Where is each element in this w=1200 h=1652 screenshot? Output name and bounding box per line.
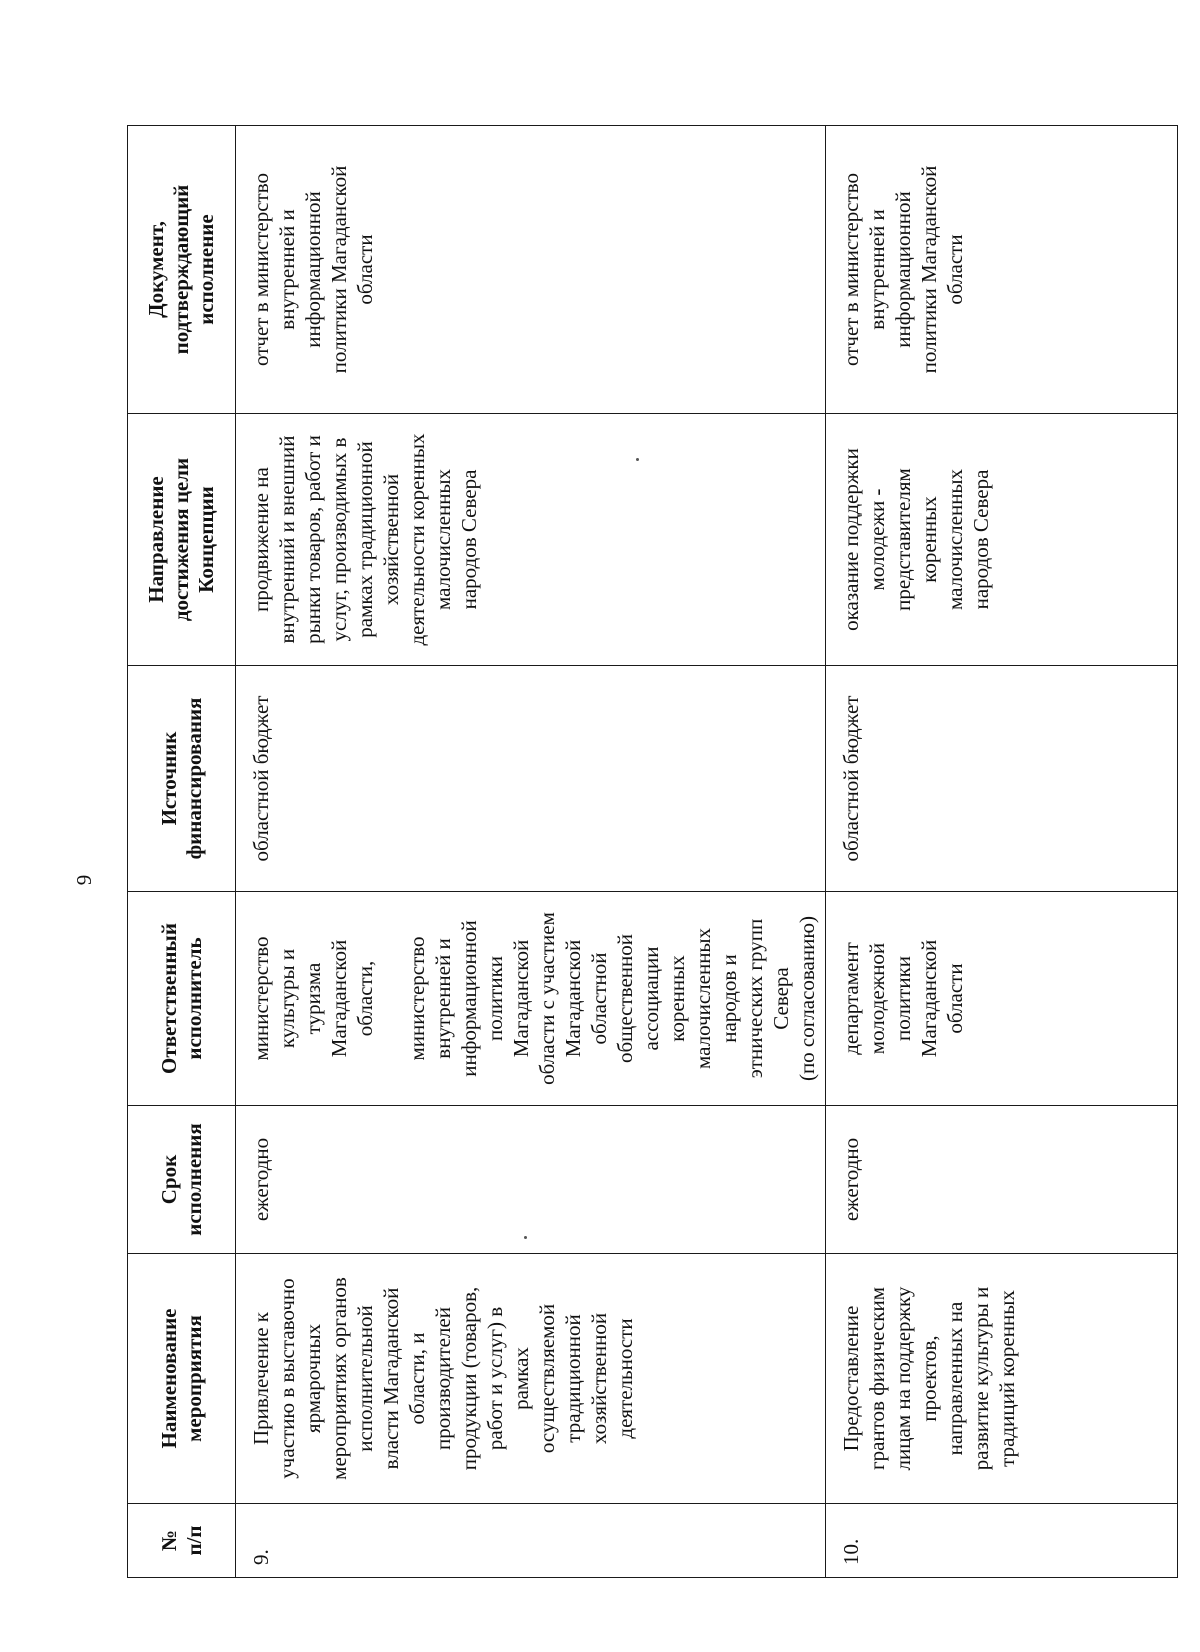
header-source: Источник финансирования	[128, 666, 236, 892]
row-term: ежегодно	[236, 1106, 826, 1254]
row-source: областной бюджет	[826, 666, 1178, 892]
header-executor: Ответственный исполнитель	[128, 892, 236, 1106]
header-direction: Направление достижения цели Концепции	[128, 414, 236, 666]
table-row	[236, 126, 826, 1578]
row-source: областной бюджет	[236, 666, 826, 892]
measures-table	[127, 125, 1178, 1578]
header-term: Срок исполнения	[128, 1106, 236, 1254]
row-executor: министерство культуры и туризма Магаданской области, министерство внутренней и информационной политики Магаданской области с участием Магаданской областной общественной ассоциации коренных малочисленных народов и этнических групп Севера (по согласованию)	[236, 892, 826, 1106]
header-name: Наименование мероприятия	[128, 1254, 236, 1504]
table-header-row	[128, 126, 236, 1578]
header-num: № п/п	[128, 1504, 236, 1578]
header-document: Документ, подтверждающий исполнение	[128, 126, 236, 414]
row-term: ежегодно	[826, 1106, 1178, 1254]
row-executor: департамент молодежной политики Магаданской области	[826, 892, 1178, 1106]
page-number: 9	[72, 874, 96, 886]
row-num: 9.	[236, 1504, 826, 1578]
row-name: Привлечение к участию в выставочно ярмарочных мероприятиях органов исполнительной власти Магаданской области, и производителей продукции (товаров, работ и услуг) в рамках осуществляемой традиционной хозяйственной деятельности	[236, 1254, 826, 1504]
row-num: 10.	[826, 1504, 1178, 1578]
table-row	[826, 126, 1178, 1578]
row-document: отчет в министерство внутренней и информационной политики Магаданской области	[826, 126, 1178, 414]
rotated-table-container	[127, 126, 1177, 1578]
row-direction: продвижение на внутренний и внешний рынки товаров, работ и услуг, производимых в рамках традиционной хозяйственной деятельности коренных малочисленных народов Севера	[236, 414, 826, 666]
row-name: Предоставление грантов физическим лицам на поддержку проектов, направленных на развитие культуры и традиций коренных	[826, 1254, 1178, 1504]
row-direction: оказание поддержки молодежи - представителям коренных малочисленных народов Севера	[826, 414, 1178, 666]
row-document: отчет в министерство внутренней и информационной политики Магаданской области	[236, 126, 826, 414]
